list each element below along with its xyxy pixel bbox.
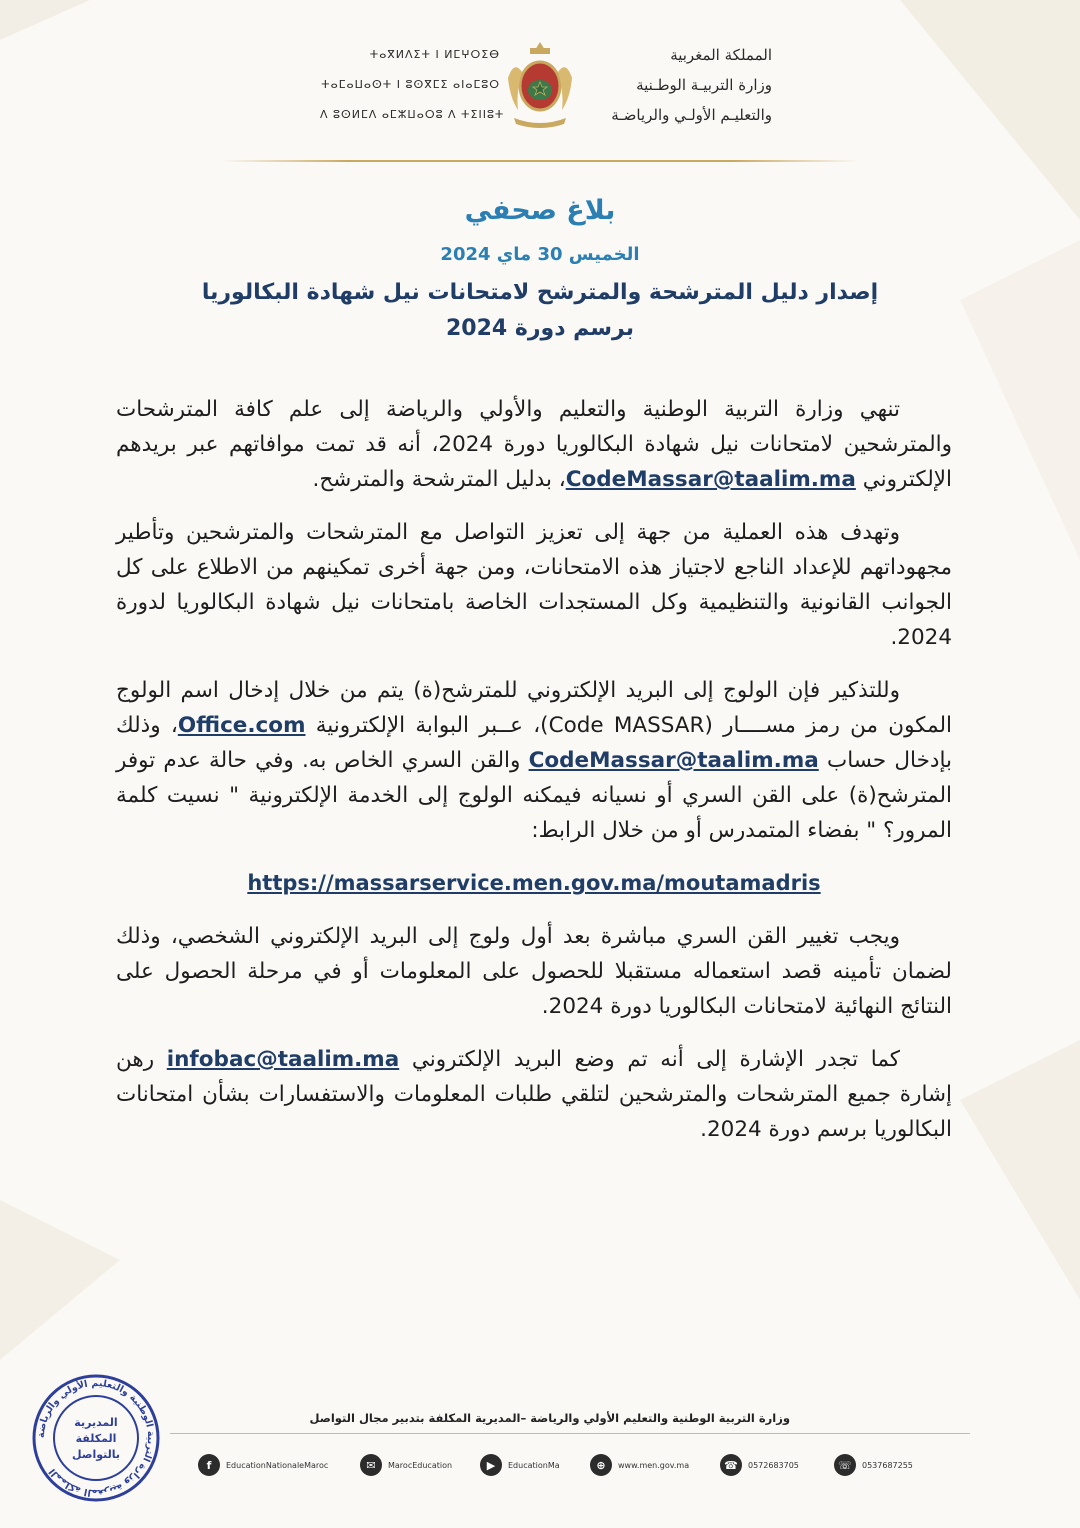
codemassar-email-link[interactable]: CodeMassar@taalim.ma [565, 467, 856, 492]
fax-contact[interactable]: ☏ 0537687255 [834, 1452, 913, 1478]
stamp-ring-text: المملكة المغربية وزارة التربية الوطنية والتعليم الأولي والرياضة [35, 1377, 157, 1499]
stamp-center-line3: بالتواصل [72, 1448, 120, 1461]
paragraph-5: كما تجدر الإشارة إلى أنه تم وضع البريد الإلكتروني infobac@taalim.ma رهن إشارة جميع المترشحات والمترشحين لتلقي طلبات المعلومات والاستفسارات بشأن امتحانات البكالوريا برسم دورة 2024. [116, 1047, 952, 1142]
fax-icon: ☏ [834, 1454, 856, 1476]
messenger-icon: ✉ [360, 1454, 382, 1476]
tifinagh-line2: ⵜⴰⵎⴰⵡⴰⵙⵜ ⵏ ⵓⵙⴳⵎⵉ ⴰⵏⴰⵎⵓⵔ [321, 78, 500, 91]
headline-line1: إصدار دليل المترشحة والمترشح لامتحانات نيل شهادة البكالوريا [201, 280, 879, 305]
document-date: الخميس 30 ماي 2024 [440, 244, 640, 265]
infobac-email-link[interactable]: infobac@taalim.ma [166, 1047, 400, 1072]
phone-icon: ☎ [720, 1454, 742, 1476]
header-divider [220, 160, 860, 162]
tifinagh-line1: ⵜⴰⴳⵍⴷⵉⵜ ⵏ ⵍⵎⵖⵔⵉⴱ [369, 48, 500, 61]
kingdom-name: المملكة المغربية [670, 46, 772, 64]
paragraph-1: تنهي وزارة التربية الوطنية والتعليم والأولي والرياضة إلى علم كافة المترشحات والمترشحين لامتحانات نيل شهادة البكالوريا دورة 2024، أنه قد تمت موافاتهم عبر بريدهم الإلكتروني CodeMassar@taalim.ma، بدليل المترشحة والمترشح. [116, 397, 952, 492]
paragraph-2: وتهدف هذه العملية من جهة إلى تعزيز التواصل مع المترشحات والمترشحين وتأطير مجهوداتهم للإعداد الناجع لاجتياز هذه الامتحانات، ومن جهة أخرى تمكينهم من الاطلاع على كل الجوانب القانونية والتنظيمية وكل المستجدات الخاصة بامتحانات نيل شهادة البكالوريا لدورة 2024. [116, 520, 952, 650]
phone-contact[interactable]: ☎ 0572683705 [720, 1452, 799, 1478]
messenger-contact[interactable]: ✉ MarocEducation [360, 1452, 452, 1478]
document-body [116, 392, 952, 1165]
massar-url-line [116, 866, 952, 901]
ministry-name-line2: والتعليـم الأولـي والرياضـة [611, 106, 772, 124]
office-link[interactable]: Office.com [177, 713, 306, 738]
paragraph-3: وللتذكير فإن الولوج إلى البريد الإلكتروني للمترشح(ة) يتم من خلال إدخال اسم الولوج المكون من رمز مســــار (Code MASSAR)، عــبر البوابة الإلكترونية Office.com، وذلك بإدخال حساب CodeMassar@taalim.ma والقن السري الخاص به. وفي حالة عدم توفر المترشح(ة) على القن السري أو نسيانه فيمكنه الولوج إلى الخدمة الإلكترونية " نسيت كلمة المرور؟ " بفضاء المتمدرس أو من خلال الرابط: [116, 678, 953, 843]
massar-service-link[interactable]: https://massarservice.men.gov.ma/moutamadris [247, 871, 821, 895]
letterhead-tifinagh [320, 40, 505, 130]
tifinagh-line3: ⴷ ⵓⵙⵍⵎⴷ ⴰⵎⵣⵡⴰⵔⵓ ⴷ ⵜⵉⵏⵏⵓⵜ [320, 108, 505, 121]
stamp-center-line1: المديرية [74, 1416, 118, 1429]
footer-divider [170, 1433, 970, 1434]
headline-line2: برسم دورة 2024 [445, 316, 634, 341]
globe-icon: ⊕ [590, 1454, 612, 1476]
facebook-contact[interactable]: f EducationNationaleMaroc [198, 1452, 328, 1478]
paragraph-4: ويجب تغيير القن السري مباشرة بعد أول ولوج إلى البريد الإلكتروني الشخصي، وذلك لضمان تأمينه قصد استعماله مستقبلا للحصول على المعلومات أو في مرحلة الحصول على النتائج النهائية لامتحانات البكالوريا دورة 2024. [116, 924, 952, 1019]
footer-directorate: وزارة التربية الوطنية والتعليم الأولي والرياضة –المديرية المكلفة بتدبير مجال التواصل [309, 1411, 790, 1425]
letterhead [0, 0, 1080, 170]
royal-coat-of-arms-icon [500, 38, 580, 130]
youtube-contact[interactable]: ▶ EducationMa [480, 1452, 560, 1478]
website-contact[interactable]: ⊕ www.men.gov.ma [590, 1452, 689, 1478]
facebook-icon: f [198, 1454, 220, 1476]
document-title: بلاغ صحفي [464, 195, 616, 226]
codemassar-account-link[interactable]: CodeMassar@taalim.ma [528, 748, 819, 773]
youtube-icon: ▶ [480, 1454, 502, 1476]
stamp-center-line2: المكلفة [75, 1432, 117, 1445]
ministry-name-line1: وزارة التربيـة الوطـنية [636, 76, 772, 94]
official-stamp [30, 1372, 162, 1504]
letterhead-arabic [582, 40, 772, 130]
